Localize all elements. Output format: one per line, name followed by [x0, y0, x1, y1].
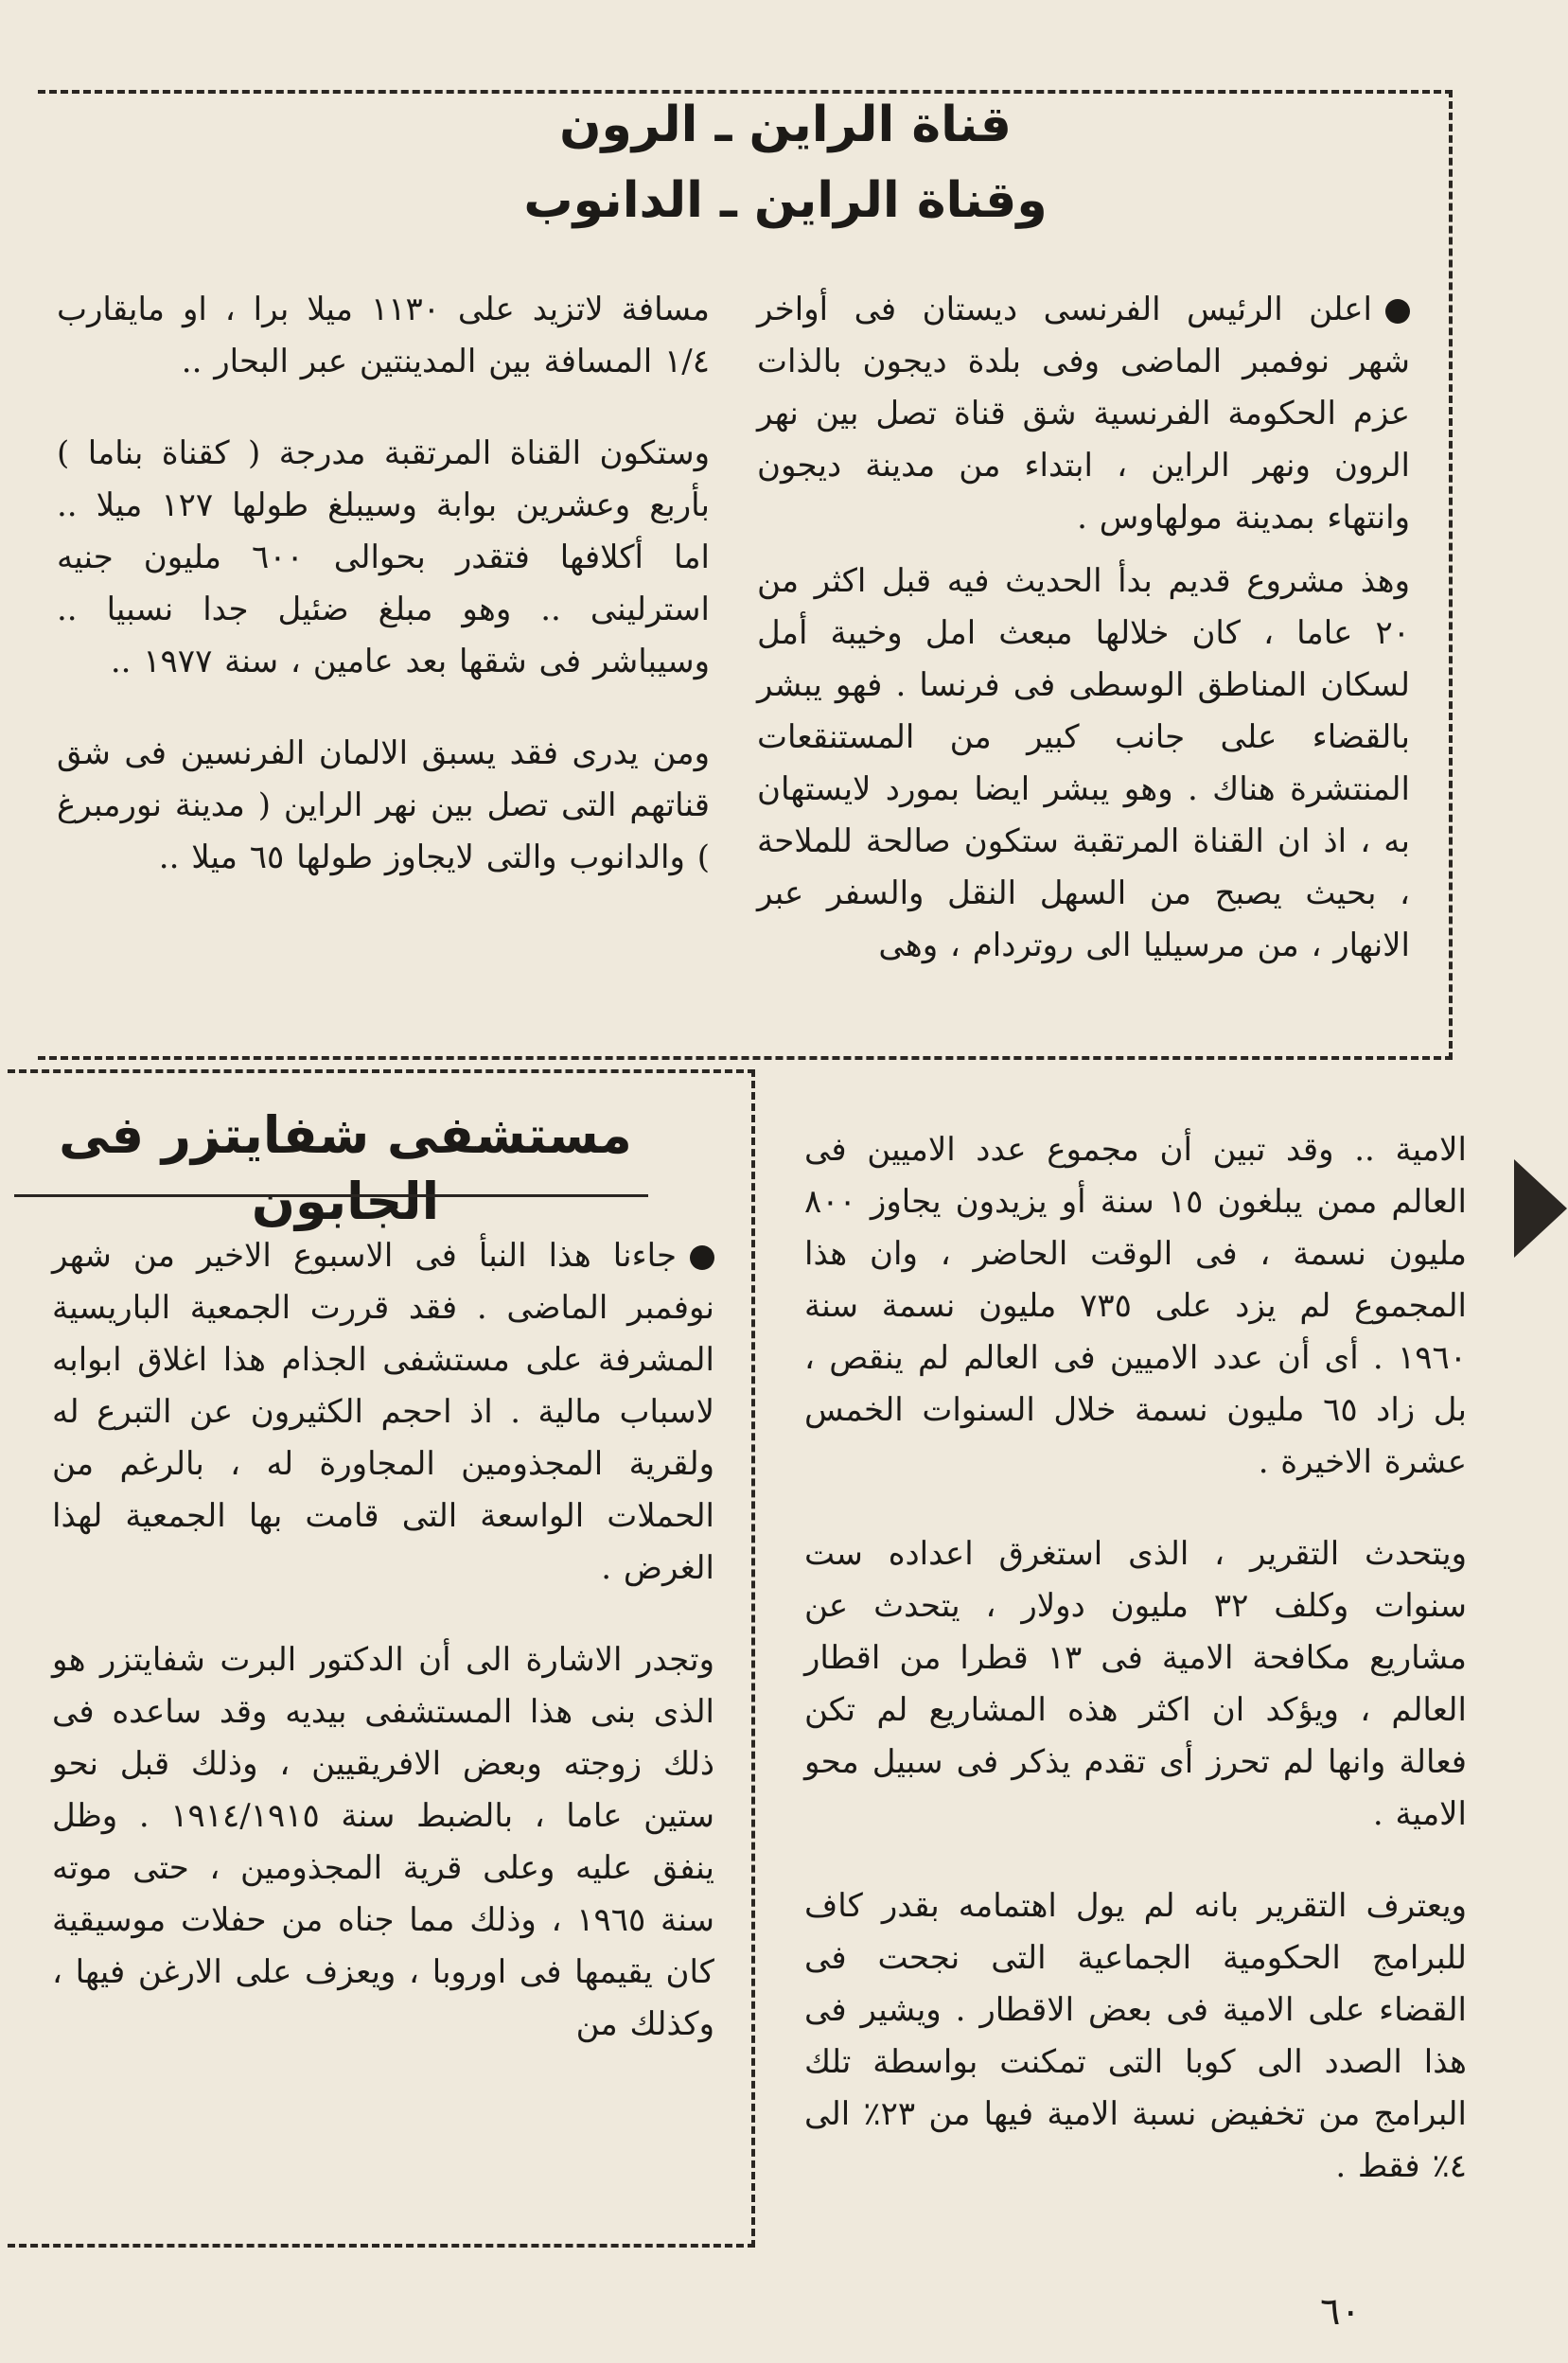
article-1-title-line-2: وقناة الراين ـ الدانوب — [523, 172, 1048, 229]
article-1-paragraph-2: وهذ مشروع قديم بدأ الحديث فيه قبل اكثر من ٢٠ عاما ، كان خلالها مبعث امل وخيبة أمل لسكان المناطق الوسطى فى فرنسا . فهو يبشر بالقضاء على جانب كبير من المستنقعات المنتشرة هناك . وهو يبشر ايضا بمورد لايستهان به ، اذ ان القناة المرتقبة ستكون صالحة للملاحة ، بحيث يصبح من السهل النقل والسفر عبر الانهار ، من مرسيليا الى روتردام ، وهى — [757, 562, 1410, 964]
article-3-paragraph-3: ويعترف التقرير بانه لم يول اهتمامه بقدر كاف للبرامج الحكومية الجماعية التى نجحت فى القضاء على الامية فى بعض الاقطار . ويشير فى هذا الصدد الى كوبا التى تمكنت بواسطة تلك البرامج من تخفيض نسبة الامية فيها من ٢٣٪ الى ٤٪ فقط . — [804, 1887, 1467, 2185]
article-1-title-line-1: قناة الراين ـ الرون — [559, 97, 1012, 153]
article-1-left-paragraph-2: وستكون القناة المرتقبة مدرجة ( كقناة بناما ) بأربع وعشرين بوابة وسيبلغ طولها ١٢٧ ميلا .. اما أكلافها فتقدر بحوالى ٦٠٠ مليون جنيه استرلينى .. وهو مبلغ ضئيل جدا نسبيا .. وسيباشر فى شقها بعد عامين ، سنة ١٩٧٧ .. — [57, 434, 710, 680]
article-3-column — [804, 1124, 1467, 2232]
article-2-column — [52, 1230, 714, 2090]
article-1-right-column — [757, 284, 1410, 1012]
right-arrow-icon — [1514, 1159, 1567, 1258]
page-number: ٦٠ — [1320, 2290, 1361, 2334]
article-2-paragraph-1: جاءنا هذا النبأ فى الاسبوع الاخير من شهر نوفمبر الماضى . فقد قررت الجمعية الباريسية المشرفة على مستشفى الجذام هذا اغلاق ابوابه لاسباب مالية . اذ احجم الكثيرون عن التبرع له ولقرية المجذومين المجاورة له ، بالرغم من الحملات الواسعة التى قامت بها الجمعية لهذا الغرض . — [52, 1237, 714, 1587]
article-1-left-column — [57, 284, 710, 924]
bullet-icon — [1385, 299, 1410, 324]
article-2-paragraph-2: وتجدر الاشارة الى أن الدكتور البرت شفايتزر هو الذى بنى هذا المستشفى بيديه وقد ساعده فى ذلك زوجته وبعض الافريقيين ، وذلك قبل نحو ستين عاما ، بالضبط سنة ١٩١٤/١٩١٥ . وظل ينفق عليه وعلى قرية المجذومين ، حتى موته سنة ١٩٦٥ ، وذلك مما جناه من حفلات موسيقية كان يقيمها فى اوروبا ، ويعزف على الارغن فيها ، وكذلك من — [52, 1641, 714, 2043]
article-1-left-paragraph-3: ومن يدرى فقد يسبق الالمان الفرنسين فى شق قناتهم التى تصل بين نهر الراين ( مدينة نورمبرغ ) والدانوب والتى لايجاوز طولها ٦٥ ميلا .. — [57, 734, 710, 876]
bullet-icon — [690, 1245, 714, 1270]
article-3-paragraph-1: الامية .. وقد تبين أن مجموع عدد الاميين فى العالم ممن يبلغون ١٥ سنة أو يزيدون يجاوز ٨٠٠ مليون نسمة ، فى الوقت الحاضر ، وان هذا المجموع لم يزد على ٧٣٥ مليون نسمة سنة ١٩٦٠ . أى أن عدد الاميين فى العالم لم ينقص ، بل زاد ٦٥ مليون نسمة خلال السنوات الخمس عشرة الاخيرة . — [804, 1131, 1467, 1481]
article-2-title: مستشفى شفايتزر فى الجابون — [59, 1105, 632, 1231]
article-2-title-rule — [14, 1194, 648, 1197]
article-1-paragraph-1: اعلن الرئيس الفرنسى ديستان فى أواخر شهر نوفمبر الماضى وفى بلدة ديجون بالذات عزم الحكومة الفرنسية شق قناة تصل بين نهر الرون ونهر الراين ، ابتداء من مدينة ديجون وانتهاء بمدينة مولهاوس . — [757, 291, 1410, 537]
article-3-paragraph-2: ويتحدث التقرير ، الذى استغرق اعداده ست سنوات وكلف ٣٢ مليون دولار ، يتحدث عن مشاريع مكافحة الامية فى ١٣ قطرا من اقطار العالم ، ويؤكد ان اكثر هذه المشاريع لم تكن فعالة وانها لم تحرز أى تقدم يذكر فى سبيل محو الامية . — [804, 1535, 1468, 1833]
article-1-left-paragraph-1: مسافة لاتزيد على ١١٣٠ ميلا برا ، او مايقارب ١/٤ المسافة بين المدينتين عبر البحار .. — [57, 291, 710, 380]
